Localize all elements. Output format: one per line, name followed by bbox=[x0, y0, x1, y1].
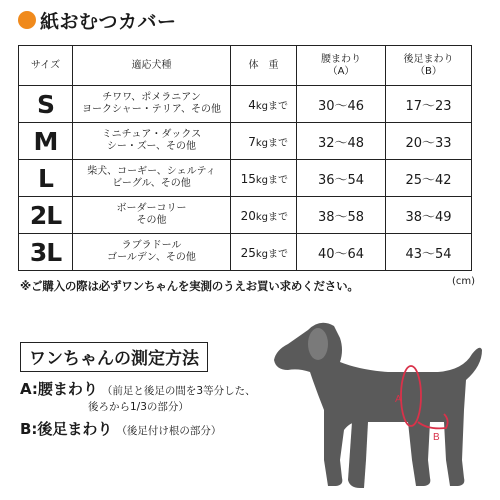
method-a-label: A:腰まわり bbox=[20, 380, 98, 398]
breed-line: チワワ、ポメラニアン bbox=[102, 92, 201, 103]
title-row bbox=[18, 4, 177, 36]
weight-unit: kgまで bbox=[255, 100, 288, 112]
method-a-note-line2: 後ろから1/3の部分） bbox=[88, 401, 189, 413]
size-cell: M bbox=[19, 123, 73, 160]
table-row bbox=[19, 86, 472, 123]
header-weight: 体 重 bbox=[231, 46, 297, 86]
table-row bbox=[19, 160, 472, 197]
weight-value: 4 bbox=[248, 97, 256, 112]
weight-cell bbox=[231, 197, 297, 234]
size-cell: S bbox=[19, 86, 73, 123]
header-leg-key: （B） bbox=[415, 65, 442, 77]
breed-line: ヨークシャー・テリア、その他 bbox=[82, 104, 221, 115]
leg-cell: 43～54 bbox=[386, 234, 472, 271]
header-leg bbox=[386, 46, 472, 86]
weight-value: 20 bbox=[240, 208, 256, 223]
breed-line: シー・ズー、その他 bbox=[106, 141, 197, 152]
size-table bbox=[18, 45, 472, 271]
breed-line: その他 bbox=[136, 215, 167, 226]
size-cell: 3L bbox=[19, 234, 73, 271]
method-a-note-line1: （前足と後足の間を3等分した、 bbox=[101, 385, 256, 397]
weight-cell bbox=[231, 86, 297, 123]
header-waist-label: 腰まわり bbox=[321, 53, 361, 65]
waist-cell: 32～48 bbox=[297, 123, 386, 160]
leg-cell: 25～42 bbox=[386, 160, 472, 197]
header-leg-label: 後足まわり bbox=[403, 53, 454, 65]
waist-cell: 30～46 bbox=[297, 86, 386, 123]
waist-cell: 38～58 bbox=[297, 197, 386, 234]
table-body bbox=[19, 86, 472, 271]
table-row bbox=[19, 197, 472, 234]
breed-cell bbox=[73, 197, 231, 234]
unit-note: (cm) bbox=[452, 276, 476, 287]
orange-bullet-icon bbox=[18, 11, 36, 29]
breed-line: ボーダーコリー bbox=[116, 203, 187, 214]
breed-line: ミニチュア・ダックス bbox=[101, 129, 202, 140]
header-breed: 適応犬種 bbox=[73, 46, 231, 86]
weight-value: 7 bbox=[248, 134, 256, 149]
dog-diagram bbox=[268, 310, 488, 495]
breed-cell bbox=[73, 160, 231, 197]
size-cell: 2L bbox=[19, 197, 73, 234]
header-waist-key: （A） bbox=[327, 65, 355, 77]
breed-line: ラブラドール bbox=[121, 240, 182, 251]
weight-value: 25 bbox=[240, 245, 256, 260]
weight-unit: kgまで bbox=[255, 137, 288, 149]
breed-cell bbox=[73, 86, 231, 123]
method-item-a bbox=[20, 378, 256, 399]
breed-cell bbox=[73, 123, 231, 160]
table-header-row bbox=[19, 46, 472, 86]
header-size: サイズ bbox=[19, 46, 73, 86]
leg-cell: 17～23 bbox=[386, 86, 472, 123]
weight-unit: kgまで bbox=[255, 211, 288, 223]
waist-cell: 40～64 bbox=[297, 234, 386, 271]
diagram-label-a: A bbox=[395, 394, 402, 405]
page-title: 紙おむつカバー bbox=[40, 10, 177, 33]
table-row bbox=[19, 234, 472, 271]
breed-cell bbox=[73, 234, 231, 271]
leg-cell: 20～33 bbox=[386, 123, 472, 160]
measurement-method-heading: ワンちゃんの測定方法 bbox=[20, 342, 208, 372]
ear-icon bbox=[308, 328, 328, 360]
table-row bbox=[19, 123, 472, 160]
header-waist bbox=[297, 46, 386, 86]
weight-value: 15 bbox=[240, 171, 256, 186]
method-b-label: B:後足まわり bbox=[20, 420, 113, 438]
breed-line: ゴールデン、その他 bbox=[107, 252, 196, 263]
method-b-note: （後足付け根の部分） bbox=[116, 425, 222, 437]
method-item-b bbox=[20, 418, 221, 439]
breed-line: ビーグル、その他 bbox=[112, 178, 191, 189]
breed-line: 柴犬、コーギー、シェルティ bbox=[87, 166, 216, 177]
weight-cell bbox=[231, 160, 297, 197]
dog-silhouette-icon bbox=[274, 323, 482, 488]
weight-unit: kgまで bbox=[255, 174, 288, 186]
size-cell: L bbox=[19, 160, 73, 197]
weight-cell bbox=[231, 123, 297, 160]
leg-cell: 38～49 bbox=[386, 197, 472, 234]
diagram-label-b: B bbox=[433, 432, 440, 443]
purchase-footnote: ※ご購入の際は必ずワンちゃんを実測のうえお買い求めください。 bbox=[20, 279, 359, 293]
weight-cell bbox=[231, 234, 297, 271]
waist-cell: 36～54 bbox=[297, 160, 386, 197]
weight-unit: kgまで bbox=[255, 248, 288, 260]
